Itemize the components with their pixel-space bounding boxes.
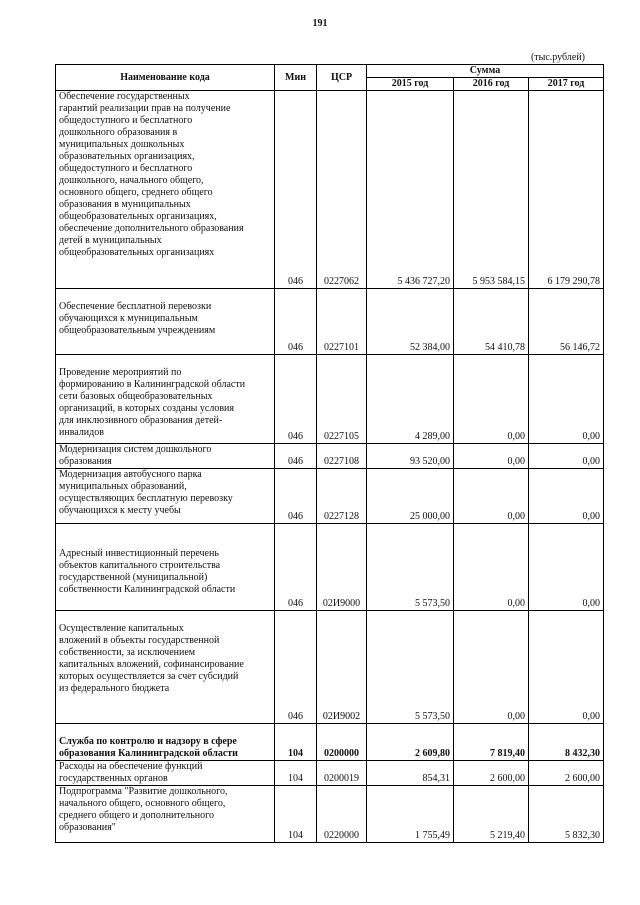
units-label: (тыс.рублей) xyxy=(530,52,585,63)
row-name xyxy=(56,786,275,843)
row-value-2016: 7 819,40 xyxy=(454,724,529,761)
row-csr: 0227128 xyxy=(317,469,367,524)
row-csr: 02И9000 xyxy=(317,524,367,611)
header-year-2017: 2017 год xyxy=(529,78,604,91)
row-value-2016: 5 219,40 xyxy=(454,786,529,843)
row-value-2016: 0,00 xyxy=(454,611,529,724)
row-name-text: Осуществление капитальных вложений в объекты государственной собственности, за исключением капитальных вложений, софинансирование которых осуществляется за счет субсидий из федерального бюджета xyxy=(59,623,244,694)
row-min: 046 xyxy=(275,91,317,289)
row-name xyxy=(56,91,275,289)
row-value-2015: 4 289,00 xyxy=(367,355,454,444)
row-min: 104 xyxy=(275,761,317,786)
row-name-text: Обеспечение государственных гарантий реализации прав на получение общедоступного и бесплатного дошкольного образования в муниципальных дошкольных образовательных организациях, общедоступного и бесплатного дошкольного, начального общего, основного общего, среднего общего образования в муниципальных общеобразовательных организациях, обеспечение дополнительного образования детей в муниципальных общеобразовательных организациях xyxy=(59,91,244,258)
row-name-text: Модернизация систем дошкольного образования xyxy=(59,444,212,467)
row-name-text: Подпрограмма "Развитие дошкольного, начального общего, основного общего, среднего общего и дополнительного образования" xyxy=(59,786,228,833)
row-value-2015: 5 573,50 xyxy=(367,611,454,724)
row-value-2016: 0,00 xyxy=(454,469,529,524)
row-value-2015: 52 384,00 xyxy=(367,289,454,355)
row-value-2017: 0,00 xyxy=(529,611,604,724)
row-min: 104 xyxy=(275,786,317,843)
row-value-2015: 25 000,00 xyxy=(367,469,454,524)
row-name xyxy=(56,611,275,724)
row-value-2017: 0,00 xyxy=(529,524,604,611)
row-min: 046 xyxy=(275,355,317,444)
row-value-2016: 0,00 xyxy=(454,355,529,444)
row-name xyxy=(56,524,275,611)
header-name: Наименование кода xyxy=(56,65,275,91)
row-name xyxy=(56,761,275,786)
row-name-text: Обеспечение бесплатной перевозки обучающихся к муниципальным общеобразовательным учреждениям xyxy=(59,301,216,336)
table-row xyxy=(56,611,604,724)
table-row xyxy=(56,786,604,843)
header-sum: Сумма xyxy=(367,65,604,78)
row-value-2017: 8 432,30 xyxy=(529,724,604,761)
row-name-text: Служба по контролю и надзору в сфере образования Калининградской области xyxy=(59,736,238,759)
table-row xyxy=(56,761,604,786)
header-min: Мин xyxy=(275,65,317,91)
row-value-2016: 5 953 584,15 xyxy=(454,91,529,289)
row-value-2017: 56 146,72 xyxy=(529,289,604,355)
row-csr: 0200000 xyxy=(317,724,367,761)
row-value-2017: 0,00 xyxy=(529,355,604,444)
header-csr: ЦСР xyxy=(317,65,367,91)
row-csr: 0227062 xyxy=(317,91,367,289)
row-name-text: Модернизация автобусного парка муниципальных образований, осуществляющих бесплатную перевозку обучающихся к месту учебы xyxy=(59,469,233,516)
table-body xyxy=(56,91,604,843)
row-name xyxy=(56,355,275,444)
row-value-2017: 2 600,00 xyxy=(529,761,604,786)
row-value-2016: 54 410,78 xyxy=(454,289,529,355)
row-min: 046 xyxy=(275,469,317,524)
row-value-2017: 5 832,30 xyxy=(529,786,604,843)
row-value-2015: 854,31 xyxy=(367,761,454,786)
row-csr: 0227105 xyxy=(317,355,367,444)
row-name xyxy=(56,469,275,524)
row-csr: 0227108 xyxy=(317,444,367,469)
row-value-2016: 0,00 xyxy=(454,524,529,611)
row-csr: 0227101 xyxy=(317,289,367,355)
row-name-text: Адресный инвестиционный перечень объектов капитального строительства государственной (муниципальной) собственности Калининградской области xyxy=(59,548,236,595)
row-value-2017: 0,00 xyxy=(529,469,604,524)
row-min: 046 xyxy=(275,524,317,611)
row-name xyxy=(56,289,275,355)
table-row xyxy=(56,289,604,355)
header-year-2015: 2015 год xyxy=(367,78,454,91)
budget-table xyxy=(55,64,604,843)
row-name xyxy=(56,724,275,761)
row-name xyxy=(56,444,275,469)
table-row xyxy=(56,524,604,611)
row-value-2017: 0,00 xyxy=(529,444,604,469)
row-csr: 0220000 xyxy=(317,786,367,843)
header-year-2016: 2016 год xyxy=(454,78,529,91)
row-value-2015: 5 436 727,20 xyxy=(367,91,454,289)
row-min: 104 xyxy=(275,724,317,761)
row-name-text: Проведение мероприятий по формированию в Калининградской области сети базовых общеобразовательных организаций, в которых созданы условия для инклюзивного образования детей- инвалидов xyxy=(59,367,246,438)
page-number: 191 xyxy=(312,18,328,29)
row-value-2015: 1 755,49 xyxy=(367,786,454,843)
row-min: 046 xyxy=(275,289,317,355)
table-row xyxy=(56,355,604,444)
row-csr: 02И9002 xyxy=(317,611,367,724)
row-value-2016: 2 600,00 xyxy=(454,761,529,786)
row-name-text: Расходы на обеспечение функций государственных органов xyxy=(59,761,203,784)
row-value-2015: 93 520,00 xyxy=(367,444,454,469)
row-value-2015: 5 573,50 xyxy=(367,524,454,611)
table-row xyxy=(56,469,604,524)
row-csr: 0200019 xyxy=(317,761,367,786)
row-min: 046 xyxy=(275,611,317,724)
row-value-2015: 2 609,80 xyxy=(367,724,454,761)
table-row xyxy=(56,724,604,761)
table-row xyxy=(56,91,604,289)
row-min: 046 xyxy=(275,444,317,469)
row-value-2017: 6 179 290,78 xyxy=(529,91,604,289)
row-value-2016: 0,00 xyxy=(454,444,529,469)
table-row xyxy=(56,444,604,469)
